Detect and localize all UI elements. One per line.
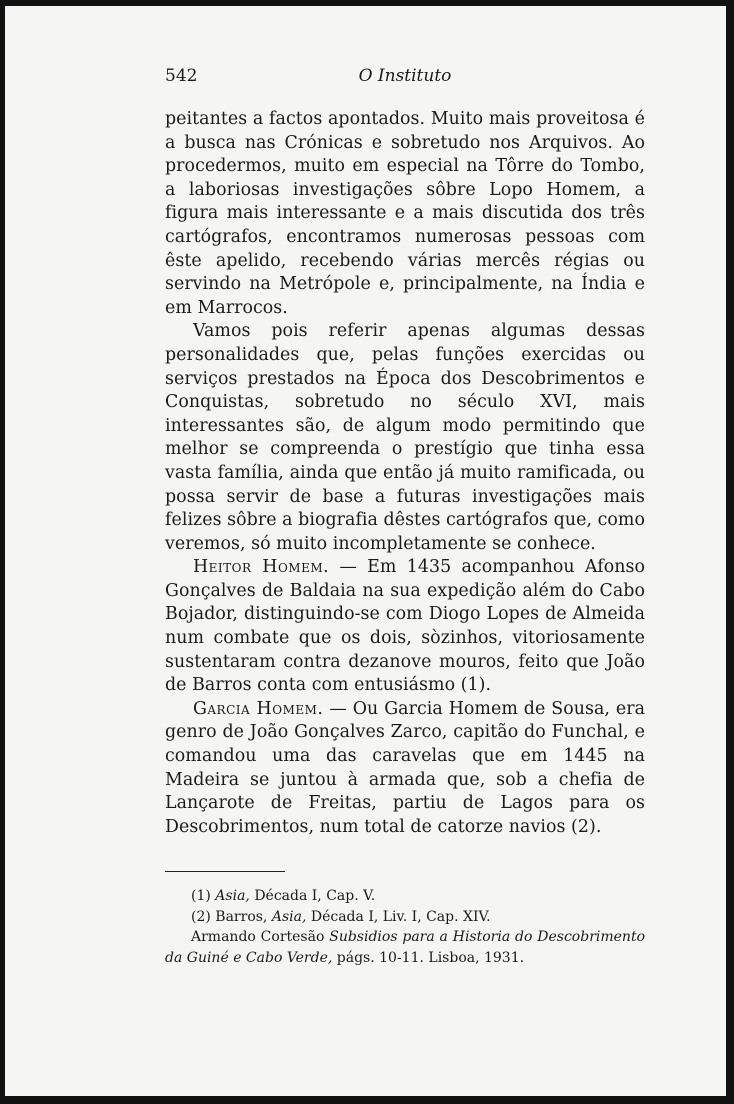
footnote-mark: (2) [191,908,211,925]
footnote-divider [165,871,285,872]
footnote-3 [165,927,645,968]
footnote-mark: (1) [191,888,211,905]
footnote-title: Subsidios para a Historia do Descobrimento da Guiné e Cabo Verde, [165,929,645,966]
text-column [165,66,645,968]
entry-end: . [595,816,602,837]
footnote-text: Barros, [210,908,272,925]
footnote-ref-2: (2) [571,816,596,837]
footnote-title: Asia, [271,908,307,925]
footnote-text: Década I, Liv. I, Cap. XIV. [306,908,491,925]
paragraph-garcia-homem [165,698,645,840]
entry-end: . [485,675,492,696]
footnote-text: Armando Cortesão [191,929,330,946]
page-number: 542 [165,66,198,86]
paragraph-2: Vamos pois referir apenas algumas dessas personalidades que, pelas funções exercidas ou serviços prestados na Época dos Descobrimentos e Conquistas, sobretudo no século XVI, mais interessantes são, de algum modo permitindo que melhor se compreenda o prestígio que tinha essa vasta família, ainda que então já muito ramificada, ou possa servir de base a futuras investigações mais felizes sôbre a biografia dêstes cartógrafos que, como veremos, só muito incompletamente se conhece. [165,321,645,554]
page [5,6,726,1096]
page-header [165,66,645,90]
footnote-1 [165,886,645,907]
footnote-2 [165,907,645,928]
paragraph-heitor-homem [165,556,645,698]
entry-name-garcia-homem: Garcia Homem. [193,698,324,719]
running-title: O Instituto [358,66,452,86]
paragraph-1: peitantes a factos apontados. Muito mais proveitosa é a busca nas Crónicas e sobretudo nos Arquivos. Ao procedermos, muito em especial na Tôrre do Tombo, a laboriosas investigações sôbre Lopo Homem, a figura mais interessante e a mais discutida dos três cartógrafos, encontramos numerosas pessoas com êste apelido, recebendo várias mercês régias ou servindo na Metrópole e, principalmente, na Índia e em Marrocos. [165,109,645,318]
entry-text: — Ou Garcia Homem de Sousa, era genro de João Gonçalves Zarco, capitão do Funchal, e comandou uma das caravelas que em 1445 na Madeira se juntou à armada que, sob a chefia de Lançarote de Freitas, partiu de Lagos para os Descobrimentos, num total de catorze navios [165,698,645,837]
footnote-title: Asia, [215,888,250,905]
entry-name-heitor-homem: Heitor Homem. [193,557,330,578]
footnote-text: págs. 10-11. Lisboa, 1931. [332,949,525,966]
footnote-text: Década I, Cap. V. [249,888,376,905]
entry-text: — Em 1435 acompanhou Afonso Gonçalves de Baldaia na sua expedição além do Cabo Bojador, distinguindo-se com Diogo Lopes de Almeida num combate que os dois, sòzinhos, vitoriosamente sustentaram contra dezanove mouros, feito que João de Barros conta com entusiásmo [165,557,645,696]
footnote-ref-1: (1) [460,675,486,696]
